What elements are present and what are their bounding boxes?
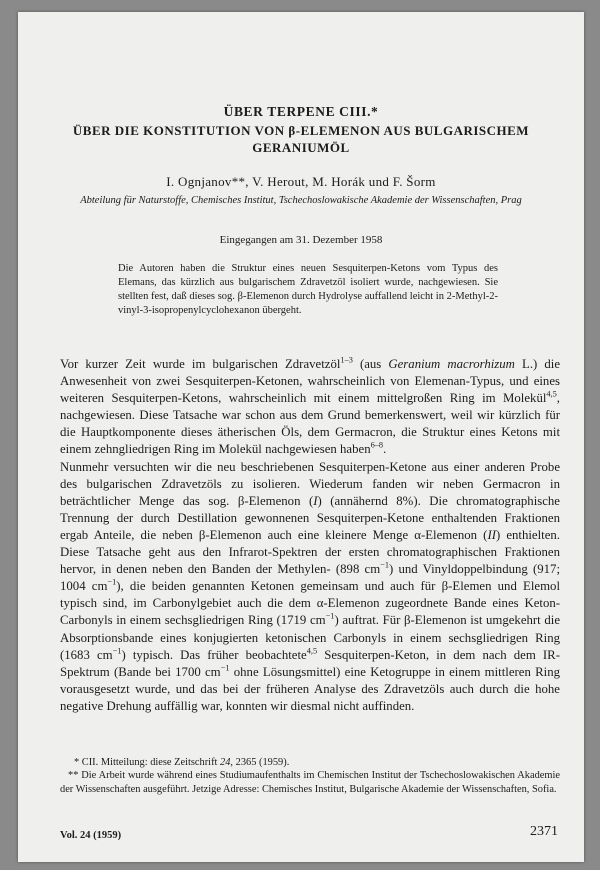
affiliation: Abteilung für Naturstoffe, Chemisches Institut, Tschechoslowakische Akademie der Wissenschaften, Prag	[80, 195, 522, 206]
abstract: Die Autoren haben die Struktur eines neuen Sesquiterpen-Ketons vom Typus des Elemans, das kürzlich aus bulgarischem Zdravetzöl isoliert wurde, nachgewiesen. Sie stellten fest, daß dieses sog. β-Elemenon durch Hydrolyse auffallend leicht in 2-Methyl-2-vinyl-3-isopropenylcyclohexanon übergeht.	[118, 263, 498, 316]
body-paragraph-1: Vor kurzer Zeit wurde im bulgarischen Zdravetzöl$^{1-3}$ (aus Geranium macrorhizum L.) die Anwesenheit von zwei Sesquiterpen-Ketonen, wahrscheinlich von Elemenan-Typus, und eines weiteren Sesquiterpen-Ketons, wahrscheinlich mit einem mittelgroßen Ring im Molekül$^{4,5}$, nachgewiesen. Diese Tatsache war schon aus dem Grund bemerkenswert, weil wir kürzlich für die Hauptkomponente dieses ätherischen Öls, dem Germacron, die Struktur eines Ketons mit einem zehngliedrigen Ring im Molekül nachgewiesen haben$^{6-8}$.	[60, 355, 561, 457]
journal-page	[18, 12, 584, 862]
article-title: ÜBER DIE KONSTITUTION VON β-ELEMENON AUS BULGARISCHEM GERANIUMÖL	[72, 123, 530, 155]
volume-label: Vol. 24 (1959)	[60, 830, 122, 841]
author-list: I. Ognjanov**, V. Herout, M. Horák und F. Šorm	[166, 174, 436, 189]
body-paragraph-2: Nunmehr versuchten wir die neu beschriebenen Sesquiterpen-Ketone aus einer anderen Probe des bulgarischen Zdravetzöls zu isolieren. Wiederum fanden wir neben Germacron in beträchtlicher Menge das sog. β-Elemenon (I) (annähernd 8%). Die chromatographische Trennung der durch Destillation gewonnenen Sesquiterpen-Ketone enthaltenden Fraktionen ergab Anteile, die neben β-Elemenon auch eine kleinere Menge α-Elemenon (II) enthielten. Diese Tatsache geht aus den Infrarot-Spektren der ersten chromatographischen Fraktionen hervor, in denen neben den Banden der Methylen- (898 $cm^{-1}$) und Vinyldoppelbindung (917; 1004 $cm^{-1}$), die beiden genannten Ketonen gemeinsam und auch für β-Elemen und Elemol typisch sind, im Carbonylgebiet auch die dem α-Elemenon zugeordnete Bande eines Keton-Carbonyls in einem sechsgliedrigen Ring (1719 $cm^{-1}$) auftrat. Für β-Elemenon ist umgekehrt die Absorptionsbande eines konjugierten ketonischen Carbonyls in einem sechsgliedrigen Ring (1683 $cm^{-1}$) typisch. Das früher beobachtete$^{4,5}$ Sesquiterpen-Keton, in dem nach dem IR-Spektrum (Bande bei 1700 $cm^{-1}$ ohne Lösungsmittel) eine Ketogruppe in einem mittleren Ring vorausgesetzt wurde, und das bei der früheren Analyse des Zdravetzöls auch durch die hohe negative Drehung auffällig war, konnten wir diesmal nicht auffinden.	[60, 459, 561, 713]
article-body	[60, 356, 560, 715]
footnotes	[60, 756, 560, 796]
footnote-2: ** Die Arbeit wurde während eines Studiumaufenthalts im Chemischen Institut der Tschechoslowakischen Akademie der Wissenschaften ausgeführt. Jetzige Adresse: Chemisches Institut, Bulgarische Akademie der Wissenschaften, Sofia.	[60, 770, 560, 795]
page-number: 2371	[530, 824, 558, 839]
received-date: Eingegangen am 31. Dezember 1958	[219, 234, 383, 246]
footnote-1: * CII. Mitteilung: diese Zeitschrift 24, 2365 (1959).	[74, 757, 290, 768]
article-series-title: ÜBER TERPENE CIII.*	[223, 104, 379, 119]
